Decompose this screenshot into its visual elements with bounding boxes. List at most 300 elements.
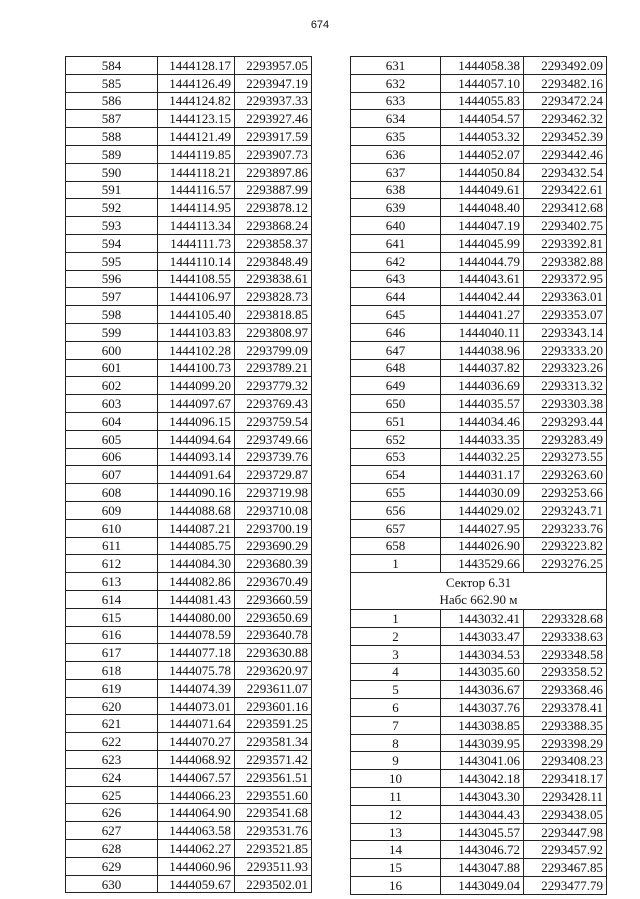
point-number: 621 <box>66 715 158 733</box>
coordinate-y: 2293412.68 <box>524 199 607 217</box>
point-number: 617 <box>66 644 158 662</box>
coordinate-y: 2293729.87 <box>235 466 312 484</box>
point-number: 631 <box>351 57 441 75</box>
point-number: 640 <box>351 217 441 235</box>
coordinate-y: 2293313.32 <box>524 377 607 395</box>
coordinate-y: 2293388.35 <box>524 716 607 734</box>
point-number: 656 <box>351 501 441 519</box>
table-row <box>351 252 607 270</box>
point-number: 619 <box>66 679 158 697</box>
coordinate-x: 1444036.69 <box>441 377 524 395</box>
coordinate-x: 1444047.19 <box>441 217 524 235</box>
table-row <box>351 788 607 806</box>
point-number: 606 <box>66 448 158 466</box>
point-number: 627 <box>66 822 158 840</box>
coordinate-x: 1444077.18 <box>158 644 235 662</box>
table-row <box>66 306 312 324</box>
coordinate-y: 2293467.85 <box>524 859 607 877</box>
coordinate-x: 1444066.23 <box>158 786 235 804</box>
point-number: 11 <box>351 788 441 806</box>
coordinate-x: 1444093.14 <box>158 448 235 466</box>
point-number: 610 <box>66 519 158 537</box>
point-number: 9 <box>351 752 441 770</box>
point-number: 654 <box>351 466 441 484</box>
table-row <box>351 377 607 395</box>
point-number: 648 <box>351 359 441 377</box>
coordinate-x: 1443045.57 <box>441 823 524 841</box>
table-row <box>66 217 312 235</box>
coordinate-y: 2293848.49 <box>235 252 312 270</box>
point-number: 607 <box>66 466 158 484</box>
point-number: 651 <box>351 412 441 430</box>
coordinate-x: 1444105.40 <box>158 306 235 324</box>
coordinates-table-right <box>350 56 607 895</box>
coordinate-x: 1444070.27 <box>158 733 235 751</box>
table-row <box>351 110 607 128</box>
point-number: 623 <box>66 751 158 769</box>
coordinate-y: 2293502.01 <box>235 875 312 893</box>
coordinate-x: 1444094.64 <box>158 430 235 448</box>
coordinate-x: 1444124.82 <box>158 92 235 110</box>
point-number: 602 <box>66 377 158 395</box>
point-number: 593 <box>66 217 158 235</box>
coordinate-y: 2293368.46 <box>524 681 607 699</box>
coordinate-x: 1444123.15 <box>158 110 235 128</box>
coordinate-y: 2293293.44 <box>524 412 607 430</box>
point-number: 3 <box>351 645 441 663</box>
point-number: 592 <box>66 199 158 217</box>
coordinate-y: 2293382.88 <box>524 252 607 270</box>
coordinate-x: 1444097.67 <box>158 395 235 413</box>
coordinate-y: 2293769.43 <box>235 395 312 413</box>
point-number: 642 <box>351 252 441 270</box>
table-row <box>351 341 607 359</box>
table-row <box>351 74 607 92</box>
table-row <box>351 859 607 877</box>
section-subtitle: Набс 662.90 м <box>439 592 518 608</box>
table-row <box>351 395 607 413</box>
coordinate-x: 1444059.67 <box>158 875 235 893</box>
coordinate-y: 2293541.68 <box>235 804 312 822</box>
coordinate-x: 1444053.32 <box>441 128 524 146</box>
table-row <box>66 573 312 591</box>
coordinate-x: 1443044.43 <box>441 805 524 823</box>
point-number: 614 <box>66 590 158 608</box>
coordinate-y: 2293858.37 <box>235 234 312 252</box>
point-number: 634 <box>351 110 441 128</box>
table-row <box>66 323 312 341</box>
table-row <box>66 430 312 448</box>
point-number: 597 <box>66 288 158 306</box>
coordinate-x: 1444102.28 <box>158 341 235 359</box>
table-row <box>351 430 607 448</box>
point-number: 635 <box>351 128 441 146</box>
point-number: 13 <box>351 823 441 841</box>
coordinate-x: 1443047.88 <box>441 859 524 877</box>
coordinate-x: 1444106.97 <box>158 288 235 306</box>
table-row <box>66 395 312 413</box>
point-number: 616 <box>66 626 158 644</box>
table-row <box>66 715 312 733</box>
coordinate-x: 1444041.27 <box>441 306 524 324</box>
point-number: 1 <box>351 555 441 573</box>
coordinate-y: 2293223.82 <box>524 537 607 555</box>
coordinate-y: 2293789.21 <box>235 359 312 377</box>
point-number: 598 <box>66 306 158 324</box>
coordinate-y: 2293447.98 <box>524 823 607 841</box>
table-row <box>351 466 607 484</box>
coordinate-x: 1444026.90 <box>441 537 524 555</box>
table-row <box>66 145 312 163</box>
coordinate-y: 2293739.76 <box>235 448 312 466</box>
coordinate-x: 1444090.16 <box>158 484 235 502</box>
coordinate-x: 1444103.83 <box>158 323 235 341</box>
coordinate-y: 2293477.79 <box>524 877 607 895</box>
coordinate-y: 2293462.32 <box>524 110 607 128</box>
table-row <box>351 645 607 663</box>
coordinate-x: 1444075.78 <box>158 662 235 680</box>
coordinate-x: 1444073.01 <box>158 697 235 715</box>
coordinate-y: 2293710.08 <box>235 501 312 519</box>
coordinate-x: 1444081.43 <box>158 590 235 608</box>
coordinate-x: 1443036.67 <box>441 681 524 699</box>
table-row <box>66 822 312 840</box>
table-row <box>351 234 607 252</box>
point-number: 650 <box>351 395 441 413</box>
table-row <box>351 145 607 163</box>
coordinate-x: 1443034.53 <box>441 645 524 663</box>
coordinate-x: 1444040.11 <box>441 323 524 341</box>
point-number: 588 <box>66 128 158 146</box>
coordinate-y: 2293457.92 <box>524 841 607 859</box>
coordinate-y: 2293402.75 <box>524 217 607 235</box>
coordinate-y: 2293937.33 <box>235 92 312 110</box>
coordinate-x: 1444087.21 <box>158 519 235 537</box>
point-number: 15 <box>351 859 441 877</box>
table-row <box>351 877 607 895</box>
coordinate-x: 1443039.95 <box>441 734 524 752</box>
point-number: 585 <box>66 74 158 92</box>
coordinate-x: 1444128.17 <box>158 57 235 75</box>
coordinate-y: 2293442.46 <box>524 145 607 163</box>
table-row <box>66 519 312 537</box>
table-row <box>66 679 312 697</box>
point-number: 652 <box>351 430 441 448</box>
coordinate-x: 1443035.60 <box>441 663 524 681</box>
point-number: 1 <box>351 610 441 628</box>
coordinate-y: 2293303.38 <box>524 395 607 413</box>
table-row <box>66 857 312 875</box>
coordinate-y: 2293233.76 <box>524 519 607 537</box>
table-row <box>66 786 312 804</box>
coordinate-x: 1444099.20 <box>158 377 235 395</box>
point-number: 628 <box>66 840 158 858</box>
table-row <box>66 768 312 786</box>
point-number: 646 <box>351 323 441 341</box>
coordinate-x: 1444108.55 <box>158 270 235 288</box>
coordinate-y: 2293957.05 <box>235 57 312 75</box>
coordinate-x: 1444116.57 <box>158 181 235 199</box>
point-number: 16 <box>351 877 441 895</box>
section-header <box>351 573 607 610</box>
coordinate-y: 2293408.23 <box>524 752 607 770</box>
coordinate-x: 1444096.15 <box>158 412 235 430</box>
point-number: 611 <box>66 537 158 555</box>
point-number: 7 <box>351 716 441 734</box>
coordinate-y: 2293670.49 <box>235 573 312 591</box>
table-row <box>66 199 312 217</box>
point-number: 615 <box>66 608 158 626</box>
table-row <box>66 501 312 519</box>
coordinate-y: 2293808.97 <box>235 323 312 341</box>
point-number: 608 <box>66 484 158 502</box>
table-row <box>66 804 312 822</box>
coordinate-x: 1444119.85 <box>158 145 235 163</box>
coordinate-y: 2293878.12 <box>235 199 312 217</box>
point-number: 641 <box>351 234 441 252</box>
table-row <box>66 448 312 466</box>
coordinate-x: 1443033.47 <box>441 627 524 645</box>
coordinate-y: 2293452.39 <box>524 128 607 146</box>
table-row <box>66 662 312 680</box>
point-number: 633 <box>351 92 441 110</box>
point-number: 620 <box>66 697 158 715</box>
point-number: 601 <box>66 359 158 377</box>
table-row <box>351 359 607 377</box>
point-number: 600 <box>66 341 158 359</box>
point-number: 8 <box>351 734 441 752</box>
table-row <box>66 608 312 626</box>
point-number: 14 <box>351 841 441 859</box>
point-number: 586 <box>66 92 158 110</box>
table-row <box>351 412 607 430</box>
point-number: 625 <box>66 786 158 804</box>
point-number: 630 <box>66 875 158 893</box>
coordinate-x: 1444054.57 <box>441 110 524 128</box>
table-row <box>66 92 312 110</box>
coordinate-y: 2293640.78 <box>235 626 312 644</box>
table-row <box>351 663 607 681</box>
table-row <box>351 627 607 645</box>
table-row <box>66 626 312 644</box>
point-number: 599 <box>66 323 158 341</box>
coordinate-x: 1443043.30 <box>441 788 524 806</box>
coordinate-x: 1444121.49 <box>158 128 235 146</box>
coordinate-x: 1444084.30 <box>158 555 235 573</box>
coordinate-y: 2293907.73 <box>235 145 312 163</box>
coordinate-y: 2293276.25 <box>524 555 607 573</box>
table-row <box>351 270 607 288</box>
coordinate-y: 2293591.25 <box>235 715 312 733</box>
coordinate-x: 1444042.44 <box>441 288 524 306</box>
coordinate-x: 1444044.79 <box>441 252 524 270</box>
point-number: 605 <box>66 430 158 448</box>
coordinate-x: 1444063.58 <box>158 822 235 840</box>
point-number: 649 <box>351 377 441 395</box>
coordinate-x: 1444080.00 <box>158 608 235 626</box>
table-row <box>351 484 607 502</box>
coordinate-y: 2293947.19 <box>235 74 312 92</box>
point-number: 594 <box>66 234 158 252</box>
coordinate-y: 2293358.52 <box>524 663 607 681</box>
coordinate-y: 2293263.60 <box>524 466 607 484</box>
coordinate-y: 2293323.26 <box>524 359 607 377</box>
coordinate-x: 1444060.96 <box>158 857 235 875</box>
coordinate-x: 1444113.34 <box>158 217 235 235</box>
point-number: 645 <box>351 306 441 324</box>
coordinate-x: 1443032.41 <box>441 610 524 628</box>
page-number: 674 <box>310 19 330 31</box>
table-row <box>66 288 312 306</box>
point-number: 657 <box>351 519 441 537</box>
point-number: 637 <box>351 163 441 181</box>
coordinate-y: 2293611.07 <box>235 679 312 697</box>
point-number: 595 <box>66 252 158 270</box>
point-number: 589 <box>66 145 158 163</box>
point-number: 596 <box>66 270 158 288</box>
coordinates-table-left <box>65 56 312 893</box>
table-row <box>351 734 607 752</box>
point-number: 584 <box>66 57 158 75</box>
coordinate-y: 2293283.49 <box>524 430 607 448</box>
coordinate-y: 2293348.58 <box>524 645 607 663</box>
table-row <box>66 590 312 608</box>
coordinate-x: 1444032.25 <box>441 448 524 466</box>
coordinate-x: 1444067.57 <box>158 768 235 786</box>
table-row <box>351 805 607 823</box>
point-number: 638 <box>351 181 441 199</box>
coordinate-x: 1443041.06 <box>441 752 524 770</box>
coordinate-x: 1444091.64 <box>158 466 235 484</box>
table-row <box>66 537 312 555</box>
coordinate-x: 1444100.73 <box>158 359 235 377</box>
coordinate-x: 1444049.61 <box>441 181 524 199</box>
table-row <box>351 288 607 306</box>
table-row <box>66 484 312 502</box>
table-row <box>351 323 607 341</box>
point-number: 626 <box>66 804 158 822</box>
coordinate-y: 2293353.07 <box>524 306 607 324</box>
coordinate-y: 2293779.32 <box>235 377 312 395</box>
coordinate-x: 1444126.49 <box>158 74 235 92</box>
point-number: 609 <box>66 501 158 519</box>
table-row <box>66 128 312 146</box>
coordinate-x: 1444062.27 <box>158 840 235 858</box>
point-number: 613 <box>66 573 158 591</box>
coordinate-y: 2293438.05 <box>524 805 607 823</box>
table-row <box>66 252 312 270</box>
point-number: 4 <box>351 663 441 681</box>
point-number: 6 <box>351 699 441 717</box>
table-row <box>66 234 312 252</box>
table-row <box>351 181 607 199</box>
coordinate-x: 1444074.39 <box>158 679 235 697</box>
table-row <box>66 840 312 858</box>
table-row <box>66 555 312 573</box>
coordinate-x: 1444078.59 <box>158 626 235 644</box>
coordinate-x: 1444110.14 <box>158 252 235 270</box>
coordinate-x: 1443042.18 <box>441 770 524 788</box>
point-number: 618 <box>66 662 158 680</box>
coordinate-y: 2293343.14 <box>524 323 607 341</box>
coordinate-x: 1443037.76 <box>441 699 524 717</box>
table-row <box>351 537 607 555</box>
table-row <box>66 110 312 128</box>
table-row <box>66 74 312 92</box>
point-number: 655 <box>351 484 441 502</box>
coordinate-x: 1444045.99 <box>441 234 524 252</box>
point-number: 612 <box>66 555 158 573</box>
coordinate-x: 1444034.46 <box>441 412 524 430</box>
coordinate-y: 2293243.71 <box>524 501 607 519</box>
coordinate-y: 2293571.42 <box>235 751 312 769</box>
table-row <box>351 823 607 841</box>
coordinate-x: 1444027.95 <box>441 519 524 537</box>
coordinate-x: 1444055.83 <box>441 92 524 110</box>
coordinate-x: 1444038.96 <box>441 341 524 359</box>
point-number: 629 <box>66 857 158 875</box>
table-row <box>351 752 607 770</box>
coordinate-y: 2293378.41 <box>524 699 607 717</box>
coordinate-y: 2293338.63 <box>524 627 607 645</box>
coordinate-y: 2293363.01 <box>524 288 607 306</box>
coordinate-x: 1444030.09 <box>441 484 524 502</box>
table-row <box>66 163 312 181</box>
point-number: 658 <box>351 537 441 555</box>
point-number: 591 <box>66 181 158 199</box>
coordinate-x: 1444118.21 <box>158 163 235 181</box>
point-number: 643 <box>351 270 441 288</box>
coordinate-y: 2293838.61 <box>235 270 312 288</box>
coordinate-y: 2293749.66 <box>235 430 312 448</box>
coordinate-x: 1443049.04 <box>441 877 524 895</box>
coordinate-y: 2293432.54 <box>524 163 607 181</box>
table-row <box>66 377 312 395</box>
table-row <box>66 341 312 359</box>
coordinate-y: 2293620.97 <box>235 662 312 680</box>
coordinate-y: 2293492.09 <box>524 57 607 75</box>
coordinate-y: 2293660.59 <box>235 590 312 608</box>
coordinate-x: 1444068.92 <box>158 751 235 769</box>
table-row <box>66 359 312 377</box>
coordinate-y: 2293328.68 <box>524 610 607 628</box>
coordinate-x: 1444071.64 <box>158 715 235 733</box>
coordinate-y: 2293561.51 <box>235 768 312 786</box>
coordinate-y: 2293680.39 <box>235 555 312 573</box>
coordinate-y: 2293372.95 <box>524 270 607 288</box>
coordinate-x: 1444064.90 <box>158 804 235 822</box>
table-row <box>66 875 312 893</box>
table-row <box>351 716 607 734</box>
point-number: 647 <box>351 341 441 359</box>
coordinate-x: 1444029.02 <box>441 501 524 519</box>
coordinate-x: 1443038.85 <box>441 716 524 734</box>
coordinate-y: 2293333.20 <box>524 341 607 359</box>
table-row <box>66 181 312 199</box>
coordinate-x: 1444037.82 <box>441 359 524 377</box>
coordinate-y: 2293422.61 <box>524 181 607 199</box>
table-row <box>66 644 312 662</box>
section-title: Сектор 6.31 <box>445 575 512 591</box>
point-number: 587 <box>66 110 158 128</box>
coordinate-y: 2293917.59 <box>235 128 312 146</box>
table-row <box>351 501 607 519</box>
point-number: 624 <box>66 768 158 786</box>
coordinate-x: 1443529.66 <box>441 555 524 573</box>
coordinate-x: 1444048.40 <box>441 199 524 217</box>
coordinate-y: 2293482.16 <box>524 74 607 92</box>
table-row <box>351 681 607 699</box>
